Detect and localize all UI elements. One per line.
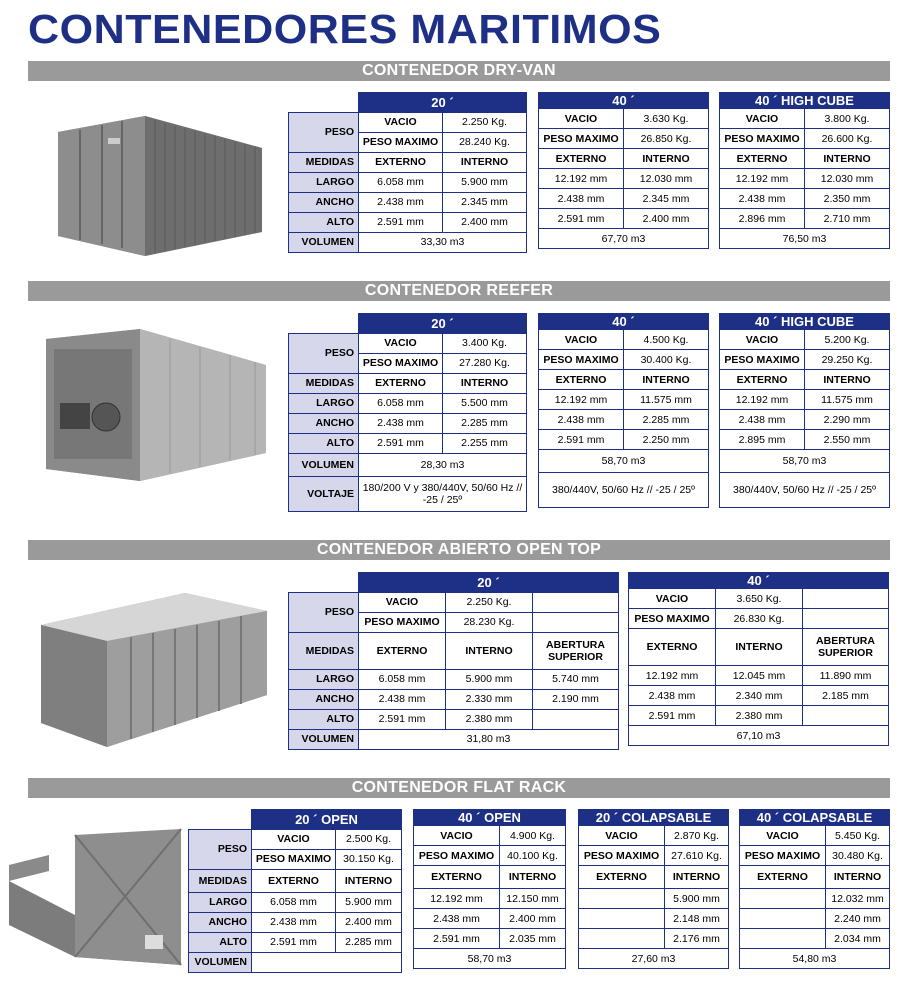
table-cell: 12.192 mm xyxy=(720,390,805,410)
table-cell: 33,30 m3 xyxy=(359,232,527,252)
table-cell xyxy=(579,929,665,949)
table-cell: 27,60 m3 xyxy=(579,949,729,969)
table-cell: 2.500 Kg. xyxy=(336,829,402,849)
table-header-cell: 40 ´ COLAPSABLE xyxy=(740,810,890,826)
table-cell: 26.850 Kg. xyxy=(624,129,709,149)
table-cell: 380/440V, 50/60 Hz // -25 / 25º xyxy=(539,473,709,508)
table-cell: 12.045 mm xyxy=(716,666,803,686)
table-cell: 2.345 mm xyxy=(624,189,709,209)
table-cell: 54,80 m3 xyxy=(740,949,890,969)
table-cell: 2.400 mm xyxy=(500,909,566,929)
flat-rack-40-open-table xyxy=(413,809,566,969)
table-cell: INTERNO xyxy=(446,632,533,669)
table-header-cell: 40 ´ xyxy=(539,93,709,109)
table-cell xyxy=(803,589,889,609)
table-cell: PESO MAXIMO xyxy=(539,350,624,370)
table-cell: VACIO xyxy=(720,330,805,350)
table-cell: 11.890 mm xyxy=(803,666,889,686)
table-cell: 2.190 mm xyxy=(533,689,619,709)
table-cell: 67,10 m3 xyxy=(629,726,889,746)
table-cell: PESO MAXIMO xyxy=(720,129,805,149)
table-cell: 27.280 Kg. xyxy=(443,353,527,373)
table-cell: 180/200 V y 380/440V, 50/60 Hz // -25 / 25º xyxy=(359,476,527,511)
table-cell: 2.438 mm xyxy=(629,686,716,706)
table-cell: 26.830 Kg. xyxy=(716,609,803,629)
table-cell: INTERNO xyxy=(443,373,527,393)
table-cell: EXTERNO xyxy=(629,629,716,666)
table-cell: 30.480 Kg. xyxy=(826,846,890,866)
table-cell xyxy=(533,709,619,729)
table-cell: VACIO xyxy=(539,330,624,350)
reefer-container-image xyxy=(40,325,270,485)
table-cell: 2.591 mm xyxy=(539,209,624,229)
table-cell: VACIO xyxy=(252,829,336,849)
table-cell: 6.058 mm xyxy=(359,669,446,689)
table-cell: 5.900 mm xyxy=(665,889,729,909)
table-cell xyxy=(533,612,619,632)
table-cell: VACIO xyxy=(720,109,805,129)
flat-rack-40-colapsable-table xyxy=(739,809,890,969)
table-cell: 2.250 Kg. xyxy=(446,592,533,612)
table-header-cell: 40 ´ HIGH CUBE xyxy=(720,93,890,109)
table-cell: 5.740 mm xyxy=(533,669,619,689)
dry-van-container-image xyxy=(50,110,270,260)
table-cell: 2.034 mm xyxy=(826,929,890,949)
row-label-cell: ALTO xyxy=(289,212,359,232)
table-cell xyxy=(533,592,619,612)
table-cell: 2.895 mm xyxy=(720,430,805,450)
row-label-cell: PESO xyxy=(289,112,359,152)
table-cell: 2.330 mm xyxy=(446,689,533,709)
table-cell: 3.630 Kg. xyxy=(624,109,709,129)
table-cell: 67,70 m3 xyxy=(539,229,709,249)
row-label-cell: LARGO xyxy=(289,669,359,689)
table-cell: 2.591 mm xyxy=(252,932,336,952)
table-cell: 27.610 Kg. xyxy=(665,846,729,866)
table-cell: 2.591 mm xyxy=(359,212,443,232)
table-cell: 6.058 mm xyxy=(252,892,336,912)
table-cell: PESO MAXIMO xyxy=(359,612,446,632)
table-cell: PESO MAXIMO xyxy=(414,846,500,866)
section-title-flat-rack: CONTENEDOR FLAT RACK xyxy=(28,778,890,798)
row-label-cell: PESO xyxy=(289,333,359,373)
table-header-cell: 20 ´ xyxy=(359,573,619,593)
table-cell: 2.148 mm xyxy=(665,909,729,929)
table-cell: 2.255 mm xyxy=(443,433,527,453)
row-label-cell: PESO xyxy=(189,829,252,869)
table-cell: INTERNO xyxy=(826,866,890,889)
table-cell: INTERNO xyxy=(500,866,566,889)
table-cell: 2.438 mm xyxy=(414,909,500,929)
table-cell: 2.285 mm xyxy=(624,410,709,430)
table-cell: PESO MAXIMO xyxy=(252,849,336,869)
table-cell: 6.058 mm xyxy=(359,393,443,413)
table-header-cell: 40 ´ xyxy=(629,573,889,589)
table-cell: 28,30 m3 xyxy=(359,453,527,476)
table-cell: 2.438 mm xyxy=(252,912,336,932)
table-header-cell: 40 ´ HIGH CUBE xyxy=(720,314,890,330)
table-cell: 5.900 mm xyxy=(446,669,533,689)
table-cell: 2.240 mm xyxy=(826,909,890,929)
table-cell: 2.400 mm xyxy=(443,212,527,232)
table-cell xyxy=(252,952,402,972)
row-label-cell: PESO xyxy=(289,592,359,632)
table-cell: 11.575 mm xyxy=(805,390,890,410)
table-cell: 58,70 m3 xyxy=(539,450,709,473)
table-cell: 30.150 Kg. xyxy=(336,849,402,869)
table-cell: 3.400 Kg. xyxy=(443,333,527,353)
table-cell: 380/440V, 50/60 Hz // -25 / 25º xyxy=(720,473,890,508)
table-cell: 2.710 mm xyxy=(805,209,890,229)
table-cell xyxy=(289,93,359,113)
table-cell: EXTERNO xyxy=(539,149,624,169)
table-cell: INTERNO xyxy=(716,629,803,666)
row-label-cell: ALTO xyxy=(289,433,359,453)
table-cell: 2.380 mm xyxy=(446,709,533,729)
row-label-cell: ANCHO xyxy=(189,912,252,932)
table-cell: 5.500 mm xyxy=(443,393,527,413)
table-cell: 12.192 mm xyxy=(414,889,500,909)
table-cell: 30.400 Kg. xyxy=(624,350,709,370)
table-cell xyxy=(740,909,826,929)
table-cell: EXTERNO xyxy=(720,149,805,169)
table-cell: 2.438 mm xyxy=(720,189,805,209)
table-cell xyxy=(740,889,826,909)
table-cell: 2.591 mm xyxy=(359,709,446,729)
table-cell: EXTERNO xyxy=(720,370,805,390)
page-title: CONTENEDORES MARITIMOS xyxy=(28,6,662,52)
table-cell: 2.896 mm xyxy=(720,209,805,229)
table-cell xyxy=(803,706,889,726)
table-cell xyxy=(189,810,252,830)
reefer-40-table xyxy=(538,313,709,508)
table-cell: 2.591 mm xyxy=(539,430,624,450)
table-cell: 2.438 mm xyxy=(359,413,443,433)
row-label-cell: LARGO xyxy=(289,172,359,192)
table-cell: 2.035 mm xyxy=(500,929,566,949)
row-label-cell: MEDIDAS xyxy=(289,152,359,172)
table-cell: 3.650 Kg. xyxy=(716,589,803,609)
row-label-cell: MEDIDAS xyxy=(289,632,359,669)
table-cell: VACIO xyxy=(740,826,826,846)
table-cell: 2.550 mm xyxy=(805,430,890,450)
row-label-cell: ANCHO xyxy=(289,413,359,433)
table-cell: 12.030 mm xyxy=(805,169,890,189)
table-cell: PESO MAXIMO xyxy=(740,846,826,866)
table-cell: PESO MAXIMO xyxy=(629,609,716,629)
table-cell: EXTERNO xyxy=(740,866,826,889)
table-cell: 2.591 mm xyxy=(629,706,716,726)
table-cell: 2.400 mm xyxy=(336,912,402,932)
table-cell: PESO MAXIMO xyxy=(539,129,624,149)
table-header-cell: 20 ´ xyxy=(359,93,527,113)
section-title-reefer: CONTENEDOR REEFER xyxy=(28,281,890,301)
table-cell: VACIO xyxy=(359,592,446,612)
flat-rack-20-open-table xyxy=(188,809,402,973)
row-label-cell: VOLUMEN xyxy=(189,952,252,972)
table-header-cell: 40 ´ OPEN xyxy=(414,810,566,826)
table-header-cell: 20 ´ xyxy=(359,314,527,334)
table-cell: ABERTURA SUPERIOR xyxy=(533,632,619,669)
dry-van-hc-table xyxy=(719,92,890,249)
table-cell: INTERNO xyxy=(443,152,527,172)
table-cell: 4.900 Kg. xyxy=(500,826,566,846)
table-cell: 12.192 mm xyxy=(539,390,624,410)
table-cell: 2.591 mm xyxy=(359,433,443,453)
table-cell: INTERNO xyxy=(624,370,709,390)
table-header-cell: 40 ´ xyxy=(539,314,709,330)
table-cell: 2.400 mm xyxy=(624,209,709,229)
table-cell: PESO MAXIMO xyxy=(359,353,443,373)
table-cell: 6.058 mm xyxy=(359,172,443,192)
table-cell: 12.150 mm xyxy=(500,889,566,909)
row-label-cell: MEDIDAS xyxy=(189,869,252,892)
table-cell: 12.030 mm xyxy=(624,169,709,189)
table-cell: 12.192 mm xyxy=(720,169,805,189)
table-cell: 2.438 mm xyxy=(720,410,805,430)
table-cell: 2.340 mm xyxy=(716,686,803,706)
table-cell: 2.345 mm xyxy=(443,192,527,212)
table-cell: EXTERNO xyxy=(252,869,336,892)
table-header-cell: 20 ´ OPEN xyxy=(252,810,402,830)
row-label-cell: VOLUMEN xyxy=(289,729,359,749)
table-cell: 2.285 mm xyxy=(443,413,527,433)
table-cell: INTERNO xyxy=(665,866,729,889)
table-cell: 2.591 mm xyxy=(414,929,500,949)
table-cell: 5.900 mm xyxy=(443,172,527,192)
table-cell xyxy=(289,573,359,593)
table-cell: 2.176 mm xyxy=(665,929,729,949)
dry-van-40-table xyxy=(538,92,709,249)
table-cell: 58,70 m3 xyxy=(414,949,566,969)
table-cell: VACIO xyxy=(539,109,624,129)
row-label-cell: ALTO xyxy=(189,932,252,952)
table-cell: INTERNO xyxy=(805,149,890,169)
table-cell: 2.185 mm xyxy=(803,686,889,706)
reefer-hc-table xyxy=(719,313,890,508)
table-cell xyxy=(803,609,889,629)
table-cell: 28.240 Kg. xyxy=(443,132,527,152)
row-label-cell: ANCHO xyxy=(289,689,359,709)
section-title-dry-van: CONTENEDOR DRY-VAN xyxy=(28,61,890,81)
table-cell: 2.250 mm xyxy=(624,430,709,450)
table-cell: EXTERNO xyxy=(359,152,443,172)
row-label-cell: VOLUMEN xyxy=(289,232,359,252)
table-cell: EXTERNO xyxy=(414,866,500,889)
table-cell: VACIO xyxy=(579,826,665,846)
table-cell: VACIO xyxy=(629,589,716,609)
row-label-cell: ANCHO xyxy=(289,192,359,212)
table-cell: 2.438 mm xyxy=(359,689,446,709)
table-cell xyxy=(579,889,665,909)
row-label-cell: MEDIDAS xyxy=(289,373,359,393)
table-header-cell: 20 ´ COLAPSABLE xyxy=(579,810,729,826)
table-cell: 2.870 Kg. xyxy=(665,826,729,846)
table-cell: INTERNO xyxy=(805,370,890,390)
table-cell: ABERTURA SUPERIOR xyxy=(803,629,889,666)
table-cell xyxy=(289,314,359,334)
table-cell: PESO MAXIMO xyxy=(720,350,805,370)
table-cell: VACIO xyxy=(359,112,443,132)
dry-van-20-table xyxy=(288,92,527,253)
table-cell: 2.438 mm xyxy=(359,192,443,212)
table-cell: 2.285 mm xyxy=(336,932,402,952)
table-cell: 58,70 m3 xyxy=(720,450,890,473)
table-cell: EXTERNO xyxy=(579,866,665,889)
table-cell: 40.100 Kg. xyxy=(500,846,566,866)
table-cell: PESO MAXIMO xyxy=(579,846,665,866)
row-label-cell: VOLUMEN xyxy=(289,453,359,476)
table-cell: 5.900 mm xyxy=(336,892,402,912)
table-cell: 2.438 mm xyxy=(539,189,624,209)
reefer-20-table xyxy=(288,313,527,512)
table-cell: 12.192 mm xyxy=(629,666,716,686)
row-label-cell: VOLTAJE xyxy=(289,476,359,511)
table-cell: 2.438 mm xyxy=(539,410,624,430)
open-top-container-image xyxy=(35,585,275,755)
row-label-cell: ALTO xyxy=(289,709,359,729)
table-cell: 12.032 mm xyxy=(826,889,890,909)
table-cell: 2.290 mm xyxy=(805,410,890,430)
table-cell: 28.230 Kg. xyxy=(446,612,533,632)
table-cell: 31,80 m3 xyxy=(359,729,619,749)
table-cell: EXTERNO xyxy=(359,632,446,669)
table-cell: 3.800 Kg. xyxy=(805,109,890,129)
table-cell: 12.192 mm xyxy=(539,169,624,189)
table-cell: 4.500 Kg. xyxy=(624,330,709,350)
table-cell xyxy=(740,929,826,949)
table-cell: 11.575 mm xyxy=(624,390,709,410)
table-cell: PESO MAXIMO xyxy=(359,132,443,152)
row-label-cell: LARGO xyxy=(189,892,252,912)
table-cell: INTERNO xyxy=(336,869,402,892)
table-cell: EXTERNO xyxy=(539,370,624,390)
flat-rack-20-colapsable-table xyxy=(578,809,729,969)
flat-rack-container-image xyxy=(5,825,185,975)
table-cell: 76,50 m3 xyxy=(720,229,890,249)
table-cell: 2.250 Kg. xyxy=(443,112,527,132)
open-top-20-table xyxy=(288,572,619,750)
row-label-cell: LARGO xyxy=(289,393,359,413)
table-cell: 5.450 Kg. xyxy=(826,826,890,846)
table-cell: EXTERNO xyxy=(359,373,443,393)
table-cell: 5.200 Kg. xyxy=(805,330,890,350)
table-cell: 2.380 mm xyxy=(716,706,803,726)
section-title-open-top: CONTENEDOR ABIERTO OPEN TOP xyxy=(28,540,890,560)
table-cell: 2.350 mm xyxy=(805,189,890,209)
table-cell: 26.600 Kg. xyxy=(805,129,890,149)
table-cell: VACIO xyxy=(414,826,500,846)
open-top-40-table xyxy=(628,572,889,746)
table-cell: 29.250 Kg. xyxy=(805,350,890,370)
table-cell: INTERNO xyxy=(624,149,709,169)
table-cell xyxy=(579,909,665,929)
table-cell: VACIO xyxy=(359,333,443,353)
